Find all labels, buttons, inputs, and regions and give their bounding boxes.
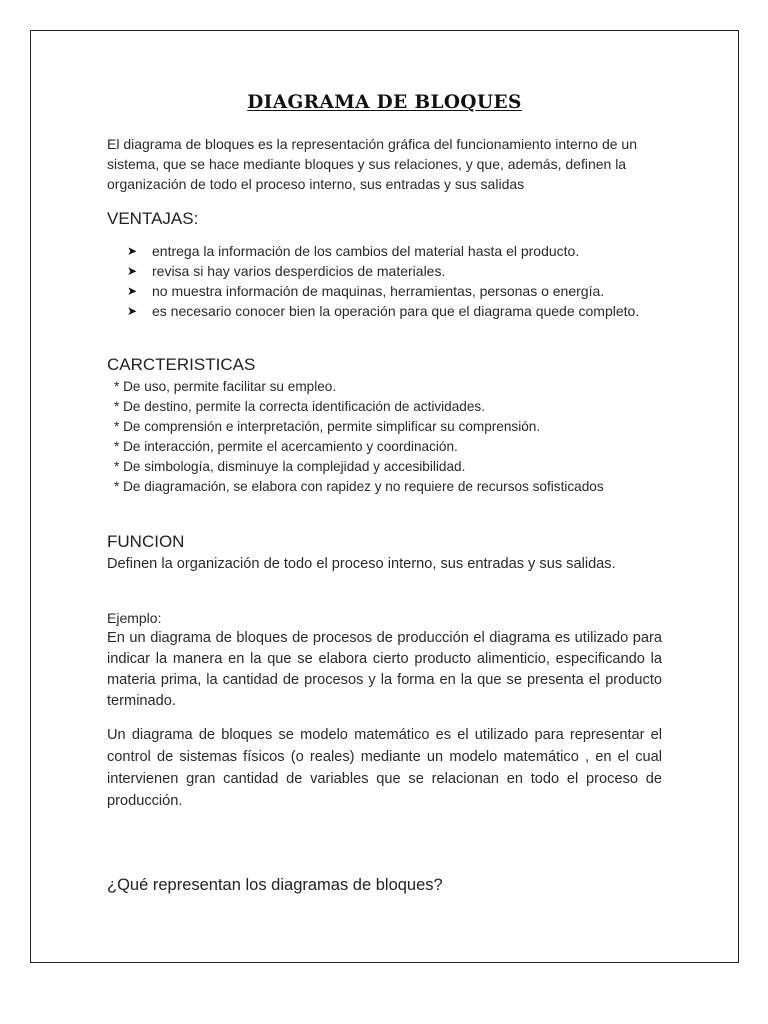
modelo-paragraph: Un diagrama de bloques se modelo matemático es el utilizado para representar el control de sistemas físicos (o reales) mediante un modelo matemático , en el cual intervienen gran cantidad de variables que se relacionan en todo el proceso de producción. — [107, 727, 662, 809]
funcion-heading: FUNCION — [107, 532, 185, 551]
list-item: ➤ es necesario conocer bien la operación para que el diagrama quede completo. — [127, 303, 640, 319]
intro-paragraph: El diagrama de bloques es la representación gráfica del funcionamiento interno de un sistema, que se hace mediante bloques y sus relaciones, y que, además, definen la organización de todo el proceso interno, sus entradas y sus salidas — [107, 136, 638, 192]
arrow-bullet-icon: ➤ — [127, 244, 138, 258]
arrow-bullet-icon: ➤ — [127, 304, 138, 318]
ventajas-heading: VENTAJAS: — [107, 209, 199, 228]
document-title: DIAGRAMA DE BLOQUES — [247, 92, 522, 113]
list-item: * De comprensión e interpretación, permite simplificar su comprensión. — [114, 419, 541, 434]
list-item: * De uso, permite facilitar su empleo. — [114, 379, 337, 394]
arrow-bullet-icon: ➤ — [127, 284, 138, 298]
ejemplo-paragraph: En un diagrama de bloques de procesos de producción el diagrama es utilizado para indicar la manera en la que se elabora cierto producto alimenticio, especificando la materia prima, la cantidad de procesos y la forma en la que se presenta el producto terminado. — [107, 630, 662, 709]
list-item: * De diagramación, se elabora con rapidez y no requiere de recursos sofisticados — [114, 479, 604, 494]
list-item: ➤ no muestra información de maquinas, herramientas, personas o energía. — [127, 283, 605, 299]
arrow-bullet-icon: ➤ — [127, 264, 138, 278]
caracteristicas-heading: CARCTERISTICAS — [107, 355, 256, 374]
list-item: ➤ revisa si hay varios desperdicios de materiales. — [127, 263, 446, 279]
list-item: * De interacción, permite el acercamiento y coordinación. — [114, 439, 458, 454]
caracteristicas-list — [114, 377, 604, 497]
funcion-text: Definen la organización de todo el proceso interno, sus entradas y sus salidas. — [107, 556, 616, 572]
ejemplo-label: Ejemplo: — [107, 610, 162, 626]
list-item: * De simbología, disminuye la complejidad y accesibilidad. — [114, 459, 466, 474]
closing-question: ¿Qué representan los diagramas de bloques? — [107, 876, 443, 894]
list-item: * De destino, permite la correcta identificación de actividades. — [114, 399, 486, 414]
list-item: ➤ entrega la información de los cambios del material hasta el producto. — [127, 243, 580, 259]
ventajas-list — [127, 241, 662, 321]
